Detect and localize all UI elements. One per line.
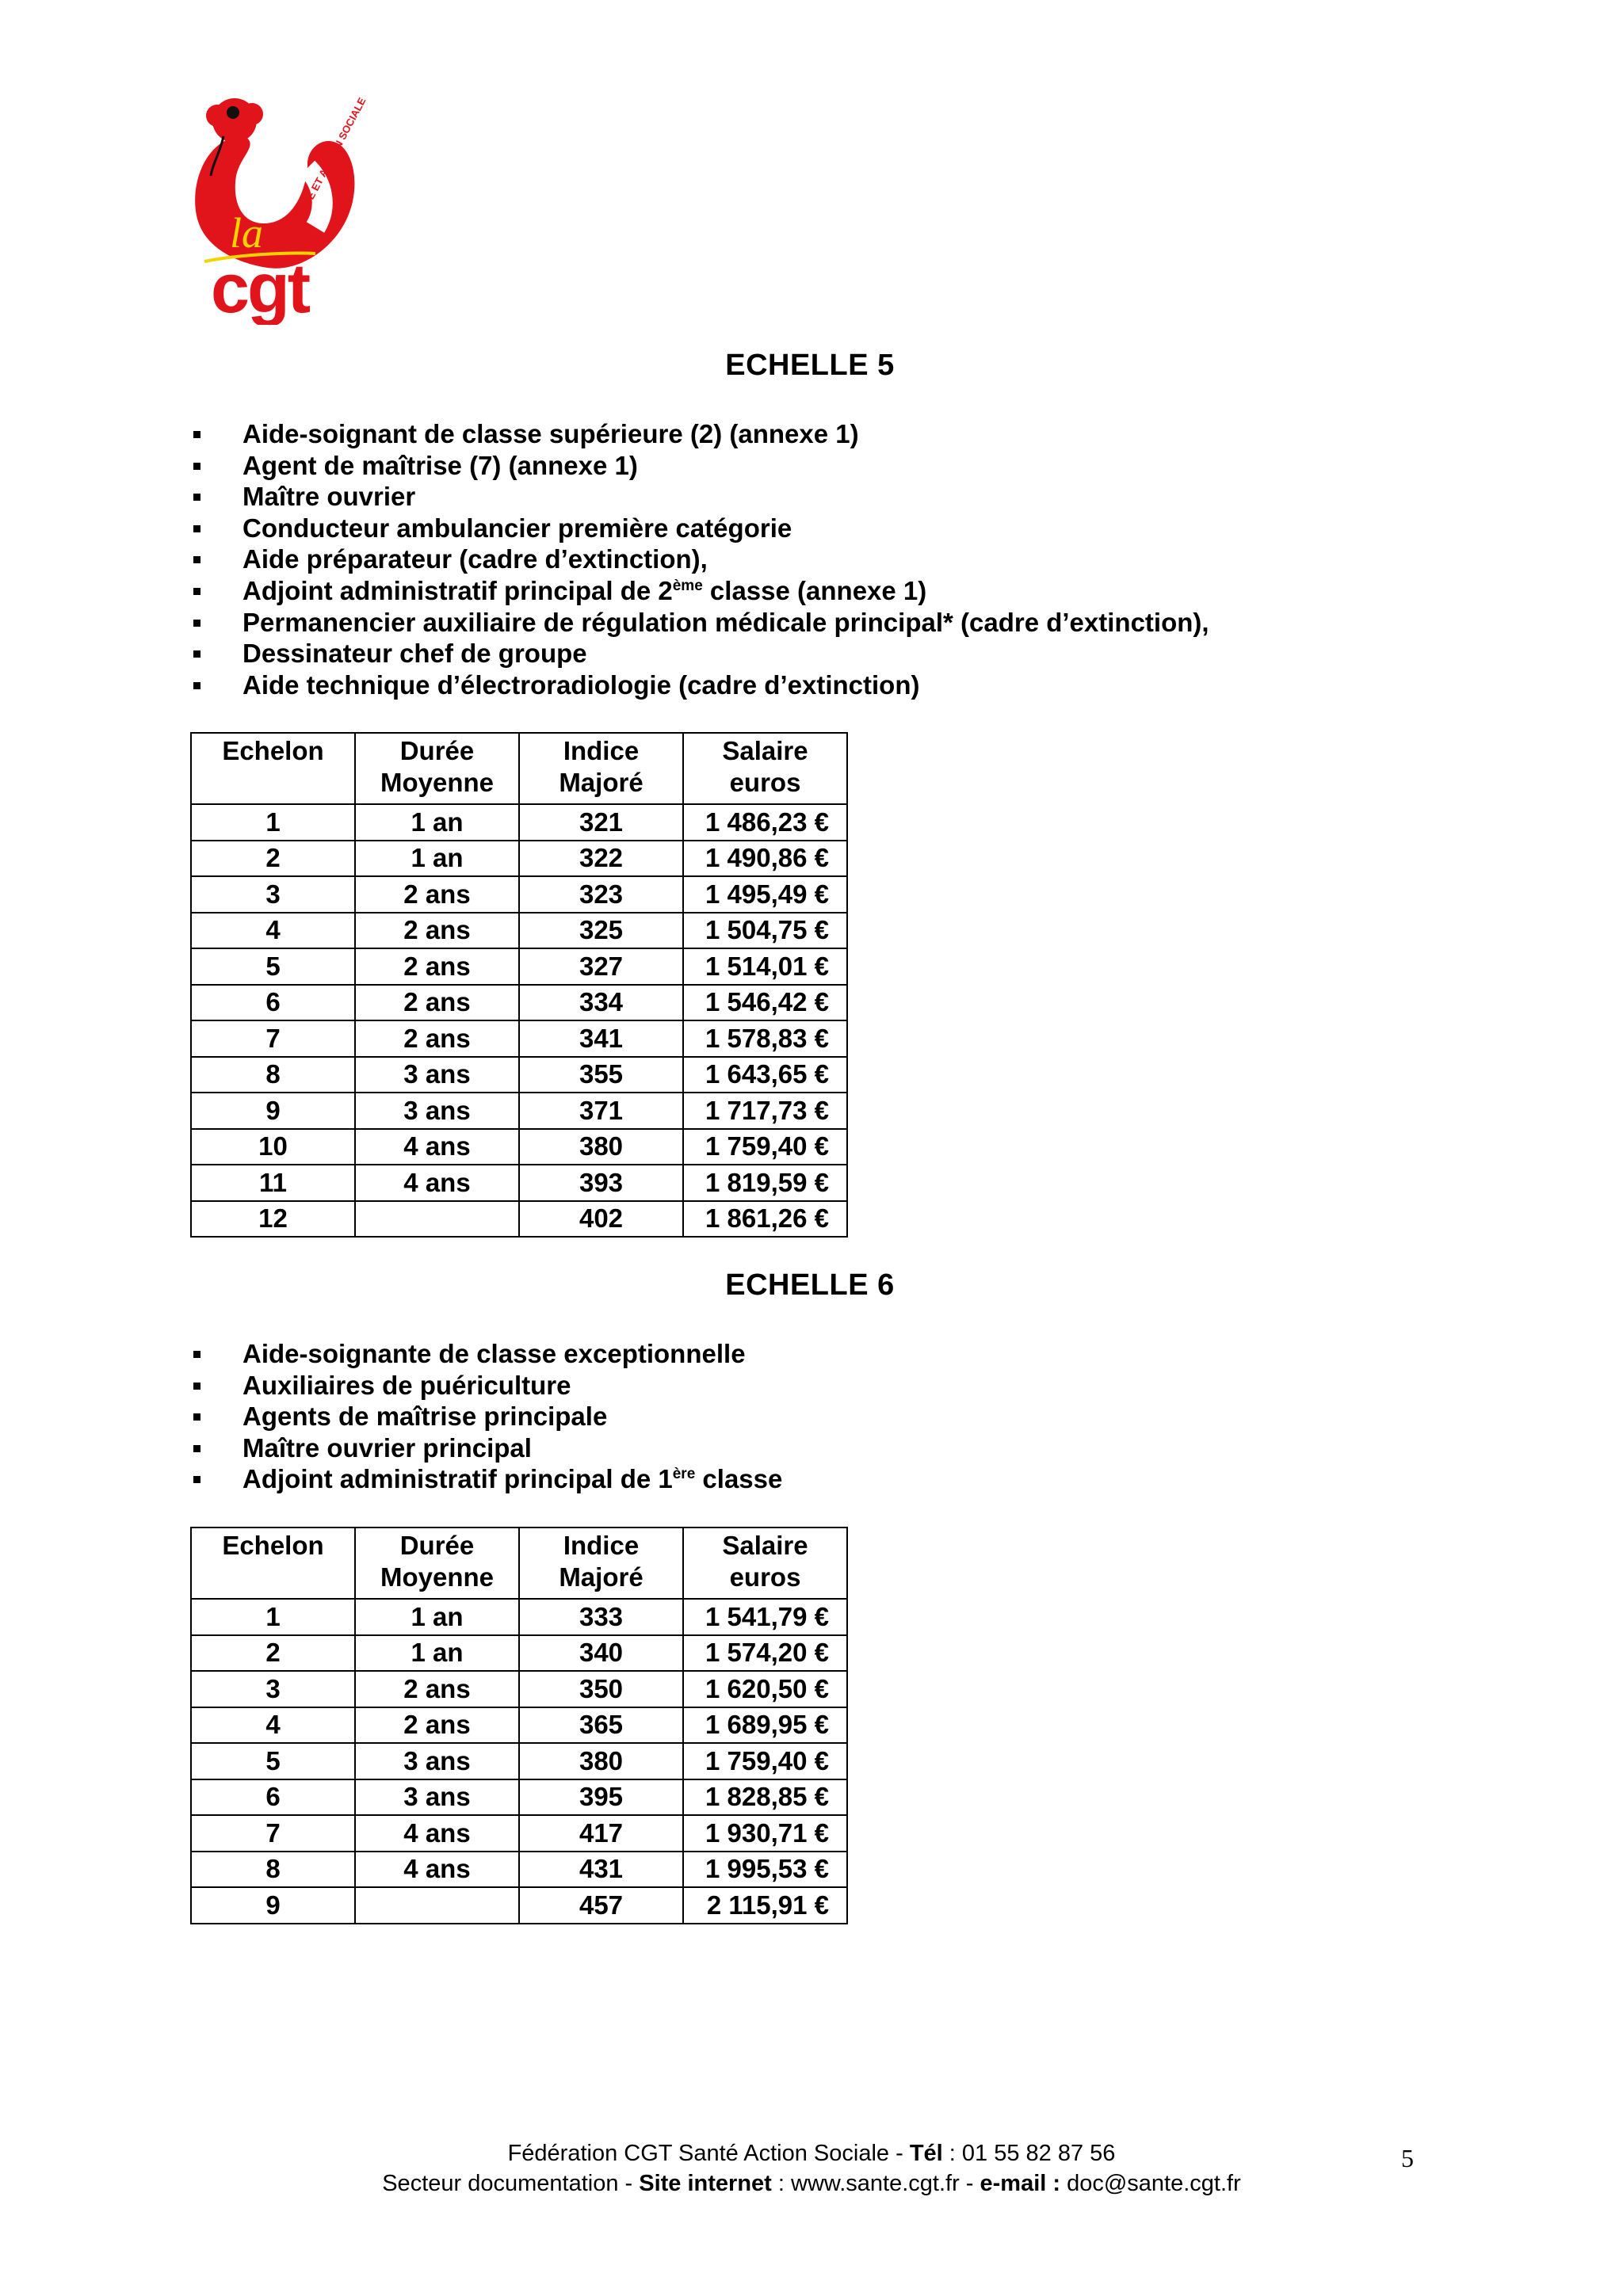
salaire-cell: 1 620,50 € <box>683 1671 847 1707</box>
list-item <box>190 513 1209 544</box>
footer-line-1 <box>0 2139 1623 2168</box>
column-header-line1: Salaire <box>722 1531 808 1560</box>
bullet-square-icon <box>193 525 200 532</box>
list-item-text: Dessinateur chef de groupe <box>242 639 587 669</box>
cgt-logo-graphic <box>189 89 371 325</box>
duree-cell: 2 ans <box>355 913 519 949</box>
column-header-line1: Indice <box>563 1531 640 1560</box>
bullet-square-icon <box>193 1383 200 1390</box>
table-row <box>191 1165 847 1201</box>
table-row <box>191 1707 847 1744</box>
bullet-square-icon <box>193 682 200 689</box>
echelon-cell: 1 <box>191 1599 355 1635</box>
table-row <box>191 1815 847 1852</box>
list-item-text: Auxiliaires de puériculture <box>242 1370 571 1400</box>
list-item <box>190 1370 782 1402</box>
bullet-square-icon <box>193 556 200 563</box>
echelon-cell: 9 <box>191 1093 355 1129</box>
salaire-cell: 1 689,95 € <box>683 1707 847 1744</box>
table-row <box>191 1887 847 1924</box>
list-item <box>190 575 1209 607</box>
table-row <box>191 841 847 877</box>
list-item-text-pre: Adjoint administratif principal de 2 <box>242 575 673 605</box>
footer-site-label: Site internet <box>639 2171 772 2196</box>
column-header-line1: Echelon <box>222 1531 324 1560</box>
indice-cell: 323 <box>519 876 683 913</box>
salaire-cell: 1 759,40 € <box>683 1743 847 1779</box>
column-header <box>519 733 683 804</box>
salaire-cell: 1 819,59 € <box>683 1165 847 1201</box>
indice-cell: 402 <box>519 1201 683 1238</box>
list-item <box>190 481 1209 513</box>
salaire-cell: 1 861,26 € <box>683 1201 847 1238</box>
footer-org: Fédération CGT Santé Action Sociale - <box>507 2141 910 2166</box>
list-item-text: Permanencier auxiliaire de régulation médicale principal* (cadre d’extinction), <box>242 607 1209 637</box>
list-item-text: Aide-soignant de classe supérieure (2) (annexe 1) <box>242 419 859 448</box>
indice-cell: 371 <box>519 1093 683 1129</box>
cgt-logo <box>189 89 371 325</box>
echelon-cell: 11 <box>191 1165 355 1201</box>
list-item <box>190 1401 782 1432</box>
list-item-text-sup: ème <box>672 577 703 594</box>
salaire-cell: 1 578,83 € <box>683 1020 847 1057</box>
table-row <box>191 1201 847 1238</box>
list-item <box>190 1338 782 1370</box>
bullet-square-icon <box>193 463 200 470</box>
duree-cell: 4 ans <box>355 1852 519 1888</box>
footer-sector: Secteur documentation - <box>382 2171 640 2196</box>
column-header <box>519 1527 683 1599</box>
table-row <box>191 1779 847 1816</box>
echelon-cell: 4 <box>191 1707 355 1744</box>
table-row <box>191 1020 847 1057</box>
echelle5-table <box>190 732 848 1238</box>
list-item-text: Maître ouvrier principal <box>242 1432 532 1463</box>
indice-cell: 333 <box>519 1599 683 1635</box>
bullet-square-icon <box>193 431 200 438</box>
list-item <box>190 607 1209 639</box>
duree-cell: 3 ans <box>355 1057 519 1093</box>
indice-cell: 365 <box>519 1707 683 1744</box>
column-header-line2: Majoré <box>559 768 643 797</box>
bullet-square-icon <box>193 650 200 658</box>
salaire-cell: 1 490,86 € <box>683 841 847 877</box>
bullet-square-icon <box>193 588 200 595</box>
list-item <box>190 1432 782 1464</box>
salaire-cell: 1 828,85 € <box>683 1779 847 1816</box>
table-row <box>191 1599 847 1635</box>
salaire-cell: 1 643,65 € <box>683 1057 847 1093</box>
echelon-cell: 12 <box>191 1201 355 1238</box>
salaire-cell: 1 574,20 € <box>683 1635 847 1672</box>
table-row <box>191 948 847 985</box>
column-header-line1: Durée <box>399 736 475 765</box>
table-row <box>191 1743 847 1779</box>
list-item <box>190 543 1209 575</box>
column-header-line2: Majoré <box>559 1562 643 1592</box>
table-row <box>191 1057 847 1093</box>
list-item-text: Agents de maîtrise principale <box>242 1402 608 1432</box>
echelon-cell: 10 <box>191 1129 355 1165</box>
echelle5-title: ECHELLE 5 <box>725 349 895 382</box>
duree-cell: 1 an <box>355 1599 519 1635</box>
salaire-cell: 1 541,79 € <box>683 1599 847 1635</box>
salaire-cell: 2 115,91 € <box>683 1887 847 1924</box>
indice-cell: 355 <box>519 1057 683 1093</box>
duree-cell: 2 ans <box>355 985 519 1021</box>
indice-cell: 322 <box>519 841 683 877</box>
page-number: 5 <box>1401 2144 1414 2172</box>
logo-wordmark: cgt <box>211 249 308 325</box>
indice-cell: 327 <box>519 948 683 985</box>
bullet-square-icon <box>193 1445 200 1452</box>
echelle5-job-list <box>190 418 1209 700</box>
echelon-cell: 1 <box>191 804 355 841</box>
duree-cell: 4 ans <box>355 1815 519 1852</box>
table-row <box>191 1129 847 1165</box>
indice-cell: 380 <box>519 1743 683 1779</box>
salaire-cell: 1 717,73 € <box>683 1093 847 1129</box>
duree-cell: 1 an <box>355 841 519 877</box>
echelon-cell: 9 <box>191 1887 355 1924</box>
table-header-row <box>191 733 847 804</box>
duree-cell: 4 ans <box>355 1165 519 1201</box>
echelon-cell: 6 <box>191 1779 355 1816</box>
salaire-cell: 1 930,71 € <box>683 1815 847 1852</box>
table-row <box>191 804 847 841</box>
salaire-cell: 1 504,75 € <box>683 913 847 949</box>
echelon-cell: 5 <box>191 1743 355 1779</box>
column-header-line1: Durée <box>399 1531 475 1560</box>
duree-cell: 3 ans <box>355 1743 519 1779</box>
indice-cell: 393 <box>519 1165 683 1201</box>
salaire-cell: 1 486,23 € <box>683 804 847 841</box>
duree-cell: 2 ans <box>355 1671 519 1707</box>
echelle6-title: ECHELLE 6 <box>725 1268 895 1302</box>
echelon-cell: 3 <box>191 1671 355 1707</box>
duree-cell: 1 an <box>355 804 519 841</box>
column-header-line2: Moyenne <box>380 1562 495 1592</box>
indice-cell: 340 <box>519 1635 683 1672</box>
duree-cell: 3 ans <box>355 1093 519 1129</box>
salaire-cell: 1 495,49 € <box>683 876 847 913</box>
echelle6-job-list <box>190 1338 782 1495</box>
bullet-square-icon <box>193 1413 200 1421</box>
list-item <box>190 450 1209 482</box>
indice-cell: 395 <box>519 1779 683 1816</box>
echelon-cell: 6 <box>191 985 355 1021</box>
echelon-cell: 8 <box>191 1057 355 1093</box>
table-row <box>191 1671 847 1707</box>
column-header <box>355 1527 519 1599</box>
salaire-cell: 1 759,40 € <box>683 1129 847 1165</box>
echelon-cell: 5 <box>191 948 355 985</box>
list-item-text-sup: ère <box>672 1466 696 1483</box>
echelon-cell: 2 <box>191 1635 355 1672</box>
table-row <box>191 1635 847 1672</box>
footer-tel-label: Tél <box>909 2141 943 2166</box>
list-item <box>190 638 1209 669</box>
table-row <box>191 913 847 949</box>
indice-cell: 457 <box>519 1887 683 1924</box>
list-item <box>190 669 1209 701</box>
echelon-cell: 4 <box>191 913 355 949</box>
echelon-cell: 3 <box>191 876 355 913</box>
column-header-line2: Moyenne <box>380 768 495 797</box>
indice-cell: 341 <box>519 1020 683 1057</box>
duree-cell <box>355 1887 519 1924</box>
column-header-line1: Indice <box>563 736 640 765</box>
column-header-line2: euros <box>729 1562 801 1592</box>
indice-cell: 350 <box>519 1671 683 1707</box>
salaire-cell: 1 995,53 € <box>683 1852 847 1888</box>
duree-cell: 1 an <box>355 1635 519 1672</box>
indice-cell: 431 <box>519 1852 683 1888</box>
logo-tagline: SANTÉ ET ACTION SOCIALE <box>291 95 369 227</box>
logo-script: la <box>230 209 264 257</box>
table-row <box>191 985 847 1021</box>
list-item-text: Maître ouvrier <box>242 482 416 512</box>
footer-email-link[interactable]: doc@sante.cgt.fr <box>1060 2171 1241 2196</box>
list-item-text: Agent de maîtrise (7) (annexe 1) <box>242 450 638 480</box>
footer-tel-value: : 01 55 82 87 56 <box>942 2141 1116 2166</box>
column-header <box>683 1527 847 1599</box>
bullet-square-icon <box>193 494 200 501</box>
column-header-line1: Salaire <box>722 736 808 765</box>
list-item-text: Aide-soignante de classe exceptionnelle <box>242 1339 746 1368</box>
list-item-text-pre: Adjoint administratif principal de 1 <box>242 1464 673 1494</box>
echelle6-table <box>190 1527 848 1924</box>
echelon-cell: 8 <box>191 1852 355 1888</box>
duree-cell: 4 ans <box>355 1129 519 1165</box>
duree-cell: 3 ans <box>355 1779 519 1816</box>
table-row <box>191 1093 847 1129</box>
duree-cell: 2 ans <box>355 876 519 913</box>
bullet-square-icon <box>193 620 200 627</box>
indice-cell: 325 <box>519 913 683 949</box>
duree-cell: 2 ans <box>355 1020 519 1057</box>
column-header <box>191 1527 355 1599</box>
echelon-cell: 2 <box>191 841 355 877</box>
indice-cell: 417 <box>519 1815 683 1852</box>
duree-cell <box>355 1201 519 1238</box>
list-item-text-post: classe <box>695 1464 783 1494</box>
footer-email-label: e-mail : <box>980 2171 1061 2196</box>
column-header-line1: Echelon <box>222 736 324 765</box>
duree-cell: 2 ans <box>355 1707 519 1744</box>
table-header-row <box>191 1527 847 1599</box>
footer-line-2 <box>0 2169 1623 2198</box>
column-header <box>191 733 355 804</box>
list-item <box>190 1463 782 1495</box>
column-header <box>683 733 847 804</box>
list-item-text: Conducteur ambulancier première catégorie <box>242 513 792 543</box>
bullet-square-icon <box>193 1351 200 1358</box>
footer-site-link[interactable]: : www.sante.cgt.fr - <box>771 2171 980 2196</box>
duree-cell: 2 ans <box>355 948 519 985</box>
salaire-cell: 1 546,42 € <box>683 985 847 1021</box>
list-item-text: Aide préparateur (cadre d’extinction), <box>242 544 708 574</box>
list-item-text-post: classe (annexe 1) <box>702 575 927 605</box>
table-row <box>191 1852 847 1888</box>
indice-cell: 321 <box>519 804 683 841</box>
list-item <box>190 418 1209 450</box>
bullet-square-icon <box>193 1476 200 1483</box>
echelon-cell: 7 <box>191 1815 355 1852</box>
indice-cell: 334 <box>519 985 683 1021</box>
echelon-cell: 7 <box>191 1020 355 1057</box>
indice-cell: 380 <box>519 1129 683 1165</box>
column-header <box>355 733 519 804</box>
salaire-cell: 1 514,01 € <box>683 948 847 985</box>
table-row <box>191 876 847 913</box>
column-header-line2: euros <box>729 768 801 797</box>
list-item-text: Aide technique d’électroradiologie (cadre d’extinction) <box>242 669 920 700</box>
